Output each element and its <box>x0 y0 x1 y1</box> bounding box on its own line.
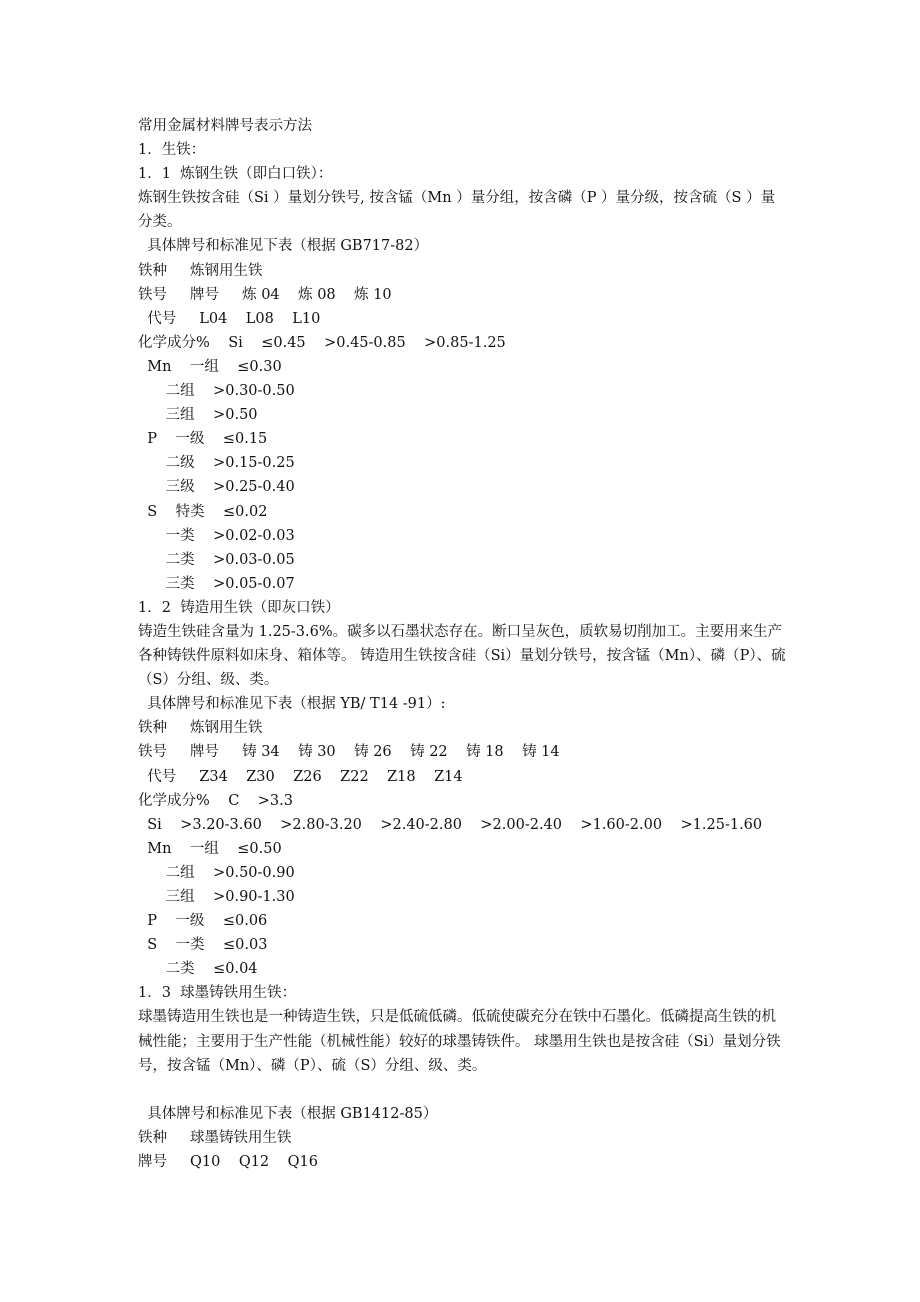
text-line: 具体牌号和标准见下表（根据 GB1412-85） <box>138 1105 438 1122</box>
text-line: 牌号 Q10 Q12 Q16 <box>138 1154 318 1171</box>
text-line: 二类 >0.03-0.05 <box>138 551 295 568</box>
subsection-heading: 1．1 炼钢生铁（即白口铁）： <box>138 166 333 183</box>
text-line: 三组 >0.50 <box>138 407 258 424</box>
subsection-heading: 1．2 铸造用生铁（即灰口铁） <box>138 599 340 616</box>
text-line: 铁号 牌号 铸 34 铸 30 铸 26 铸 22 铸 18 铸 14 <box>138 744 560 761</box>
text-line: Mn 一组 ≤0.30 <box>138 358 282 375</box>
text-line: 代号 Z34 Z30 Z26 Z22 Z18 Z14 <box>138 768 463 785</box>
text-line: 二组 >0.50-0.90 <box>138 864 295 881</box>
text-line: 铁种 炼钢用生铁 <box>138 720 263 737</box>
text-line: 三级 >0.25-0.40 <box>138 479 295 496</box>
text-line: 化学成分% Si ≤0.45 >0.45-0.85 >0.85-1.25 <box>138 334 506 351</box>
text-line: 铁种 炼钢用生铁 <box>138 262 263 279</box>
text-line: 二级 >0.15-0.25 <box>138 455 295 472</box>
text-line: S 一类 ≤0.03 <box>138 937 268 954</box>
text-line: 化学成分% C >3.3 <box>138 792 293 809</box>
document-page <box>138 114 788 1174</box>
text-line: 一类 >0.02-0.03 <box>138 527 295 544</box>
text-line: Mn 一组 ≤0.50 <box>138 840 282 857</box>
paragraph: 铸造生铁硅含量为 1.25-3.6%。碳多以石墨状态存在。断口呈灰色，质软易切削加工。主要用来生产各种铸铁件原料如床身、箱体等。 铸造用生铁按含硅（Si）量划分铁号，按含锰（Mn）、磷（P）、硫（S）分组、级、类。 <box>138 623 786 689</box>
text-line: Si >3.20-3.60 >2.80-3.20 >2.40-2.80 >2.00-2.40 >1.60-2.00 >1.25-1.60 <box>138 816 763 833</box>
text-line: 铁号 牌号 炼 04 炼 08 炼 10 <box>138 286 392 303</box>
document-title: 常用金属材料牌号表示方法 <box>138 118 312 134</box>
text-line: 二类 ≤0.04 <box>138 961 258 978</box>
text-line: P 一级 ≤0.06 <box>138 913 268 930</box>
blank-line <box>138 1078 788 1102</box>
text-line: P 一级 ≤0.15 <box>138 431 268 448</box>
paragraph: 球墨铸造用生铁也是一种铸造生铁，只是低硫低磷。低硫使碳充分在铁中石墨化。低磷提高生铁的机械性能；主要用于生产性能（机械性能）较好的球墨铸铁件。 球墨用生铁也是按含硅（Si）量划分铁号，按含锰（Mn）、磷（P）、硫（S）分组、级、类。 <box>138 1009 781 1074</box>
text-line: 代号 L04 L08 L10 <box>138 310 321 327</box>
text-line: 三类 >0.05-0.07 <box>138 575 295 592</box>
text-line: 具体牌号和标准见下表（根据 YB/ T14 -91）: <box>138 696 446 713</box>
text-line: 具体牌号和标准见下表（根据 GB717-82） <box>138 238 429 255</box>
text-line: S 特类 ≤0.02 <box>138 503 268 520</box>
paragraph: 炼钢生铁按含硅（Si ）量划分铁号, 按含锰（Mn ）量分组，按含磷（P ）量分级，按含硫（S ）量分类。 <box>138 190 776 231</box>
section-heading: 1．生铁： <box>138 142 206 159</box>
text-line: 三组 >0.90-1.30 <box>138 889 295 905</box>
subsection-heading: 1．3 球墨铸铁用生铁： <box>138 985 297 1002</box>
text-line: 铁种 球墨铸铁用生铁 <box>138 1129 292 1146</box>
text-line: 二组 >0.30-0.50 <box>138 383 295 400</box>
